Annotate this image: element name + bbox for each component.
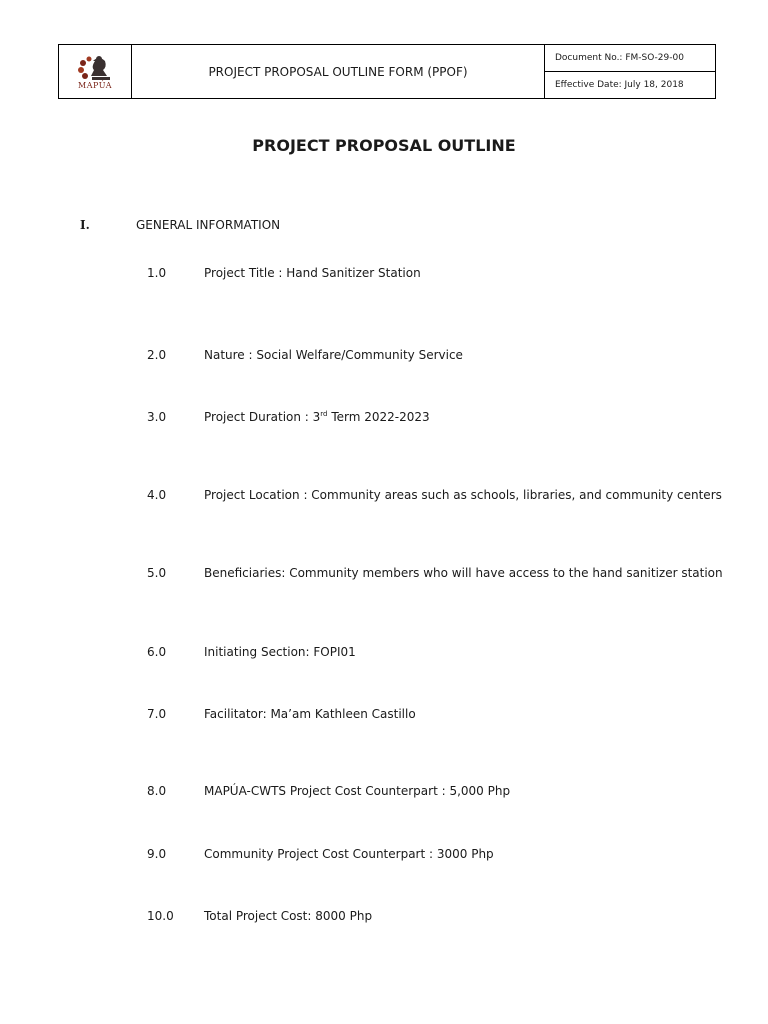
item-text-after: Term 2022-2023 xyxy=(327,410,430,424)
document-meta xyxy=(545,45,715,98)
logo-wordmark: MAPÚA xyxy=(78,81,112,90)
item-number: 5.0 xyxy=(147,566,167,580)
item-text: Beneficiaries: Community members who will have access to the hand sanitizer station xyxy=(204,566,723,580)
item-text: Project Location : Community areas such as schools, libraries, and community centers xyxy=(204,488,722,502)
form-header-table xyxy=(58,44,716,99)
section-number: I. xyxy=(80,218,90,232)
item-text: Facilitator: Ma’am Kathleen Castillo xyxy=(204,707,416,721)
section-title: GENERAL INFORMATION xyxy=(136,218,281,232)
item-text: Initiating Section: FOPI01 xyxy=(204,645,356,659)
document-number: Document No.: FM-SO-29-00 xyxy=(555,53,684,63)
seal-icon xyxy=(75,53,115,83)
item-text: Community Project Cost Counterpart : 3000 Php xyxy=(204,847,494,861)
item-number: 4.0 xyxy=(147,488,167,502)
page-title: PROJECT PROPOSAL OUTLINE xyxy=(252,136,516,155)
effective-date: Effective Date: July 18, 2018 xyxy=(545,71,715,98)
item-number: 10.0 xyxy=(147,909,174,923)
university-logo xyxy=(59,45,132,98)
item-text-superscript: rd xyxy=(320,410,328,418)
item-number: 9.0 xyxy=(147,847,167,861)
item-text: Nature : Social Welfare/Community Service xyxy=(204,348,463,362)
item-text-before: Project Duration : 3 xyxy=(204,410,321,424)
item-number: 2.0 xyxy=(147,348,167,362)
item-text: Total Project Cost: 8000 Php xyxy=(204,909,373,923)
item-number: 1.0 xyxy=(147,266,167,280)
item-text xyxy=(204,410,430,424)
item-number: 6.0 xyxy=(147,645,167,659)
form-title: PROJECT PROPOSAL OUTLINE FORM (PPOF) xyxy=(132,45,545,98)
item-number: 8.0 xyxy=(147,784,167,798)
item-number: 7.0 xyxy=(147,707,167,721)
item-text: MAPÚA-CWTS Project Cost Counterpart : 5,000 Php xyxy=(204,784,511,798)
item-text: Project Title : Hand Sanitizer Station xyxy=(204,266,421,280)
item-number: 3.0 xyxy=(147,410,167,424)
